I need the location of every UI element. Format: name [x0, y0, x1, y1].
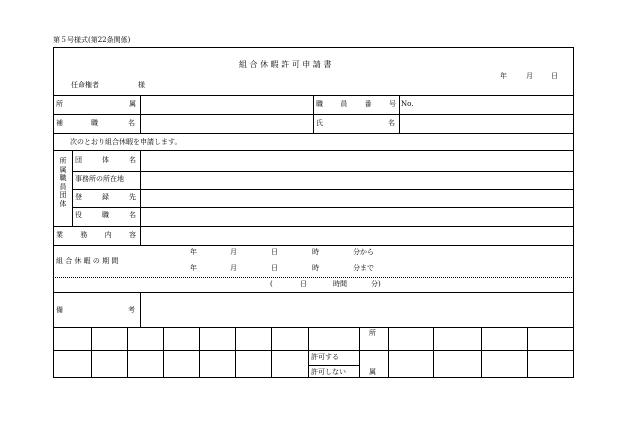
from-month: 月	[230, 248, 237, 256]
rule	[308, 327, 309, 378]
total-open-paren: (	[270, 280, 273, 288]
rule	[527, 327, 528, 378]
rule	[53, 350, 574, 351]
affiliation-label: 所 属	[56, 100, 136, 108]
business-content-label: 業 務 内 容	[56, 231, 136, 239]
union-name-label: 団 体 名	[75, 156, 136, 164]
rule	[481, 327, 482, 378]
rule	[72, 207, 574, 208]
date-month: 月	[526, 72, 533, 80]
rule	[359, 327, 360, 378]
remarks-label-1: 備	[56, 306, 63, 314]
rule	[53, 292, 574, 293]
rule	[271, 327, 272, 378]
application-statement: 次のとおり組合休暇を申請します。	[70, 138, 182, 146]
to-year: 年	[190, 264, 197, 272]
from-minute: 分から	[353, 248, 374, 256]
rule	[140, 95, 141, 133]
date-year: 年	[500, 72, 507, 80]
form-number: 第５号様式(第22条関係)	[53, 36, 131, 44]
rule	[235, 327, 236, 378]
rule	[72, 171, 574, 172]
rule	[53, 226, 574, 227]
office-address-label: 事務所の所在地	[75, 175, 124, 183]
rule	[53, 277, 574, 278]
from-day: 日	[271, 248, 278, 256]
total-hours: 時間	[333, 280, 347, 288]
staff-number-prefix: No.	[401, 100, 414, 108]
permit-option: 許可する	[311, 353, 339, 361]
rule	[388, 327, 389, 378]
addressee-honorific: 様	[138, 81, 145, 89]
post-label-3: 名	[128, 119, 135, 127]
to-month: 月	[230, 264, 237, 272]
rule	[433, 327, 434, 378]
leave-period-label: 組 合 休 暇 の 期 間	[56, 257, 119, 265]
rule	[72, 189, 574, 190]
rule	[308, 365, 359, 366]
post-label-1: 補	[56, 119, 63, 127]
addressee-label: 任命権者	[71, 81, 99, 89]
deny-option: 許可しない	[311, 368, 346, 376]
department-label-bottom: 属	[369, 368, 376, 376]
name-label-1: 氏	[316, 119, 323, 127]
date-day: 日	[551, 72, 558, 80]
from-year: 年	[190, 248, 197, 256]
rule	[313, 95, 314, 133]
rule	[140, 292, 141, 327]
form-title: 組 合 休 暇 許 可 申 請 書	[239, 60, 332, 69]
rule	[91, 327, 92, 378]
rule	[53, 327, 574, 328]
from-hour: 時	[312, 248, 319, 256]
total-minute: 分)	[371, 280, 381, 288]
staff-number-label: 職 員 番 号	[316, 100, 396, 108]
to-day: 日	[271, 264, 278, 272]
post-label-2: 職	[91, 119, 98, 127]
total-day: 日	[300, 280, 307, 288]
department-label-top: 所	[369, 329, 376, 337]
rule	[199, 327, 200, 378]
rule	[399, 95, 400, 133]
rule	[72, 150, 73, 226]
officer-title-label: 役 職 名	[75, 211, 136, 219]
name-label-2: 名	[388, 119, 395, 127]
union-side-label: 所属職員団体	[59, 157, 67, 208]
to-minute: 分まで	[353, 264, 374, 272]
registration-label: 登 録 先	[75, 193, 136, 201]
rule	[53, 133, 574, 134]
to-hour: 時	[312, 264, 319, 272]
rule	[53, 245, 574, 246]
rule	[163, 327, 164, 378]
rule	[140, 150, 141, 245]
remarks-label-2: 考	[128, 306, 135, 314]
rule	[53, 150, 574, 151]
rule	[127, 327, 128, 378]
